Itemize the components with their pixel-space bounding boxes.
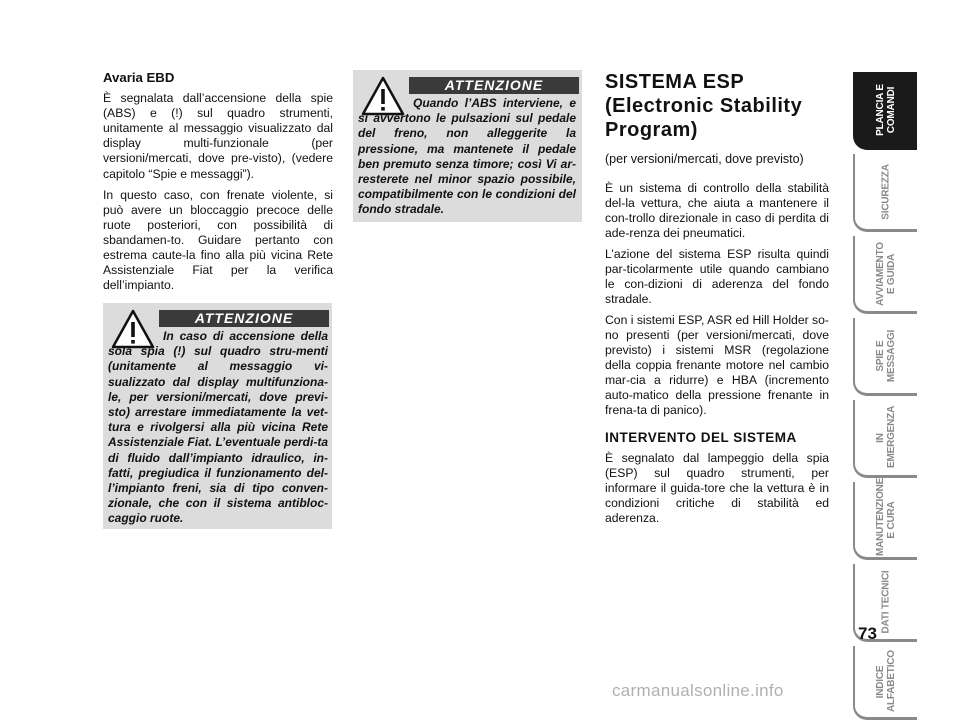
- tab-label: MANUTENZIONE E CURA: [875, 477, 897, 556]
- tab-label: SPIE E MESSAGGI: [875, 329, 897, 382]
- tab-label: SICUREZZA: [880, 163, 892, 220]
- right-column: [605, 70, 829, 532]
- warning-text: Quando l’ABS interviene, e si avvertono le pulsazioni sul pedale del freno, non alleggerite la pressione, ma mantenete il pedale ben premuto senza timore; così Vi ar-resterete nel minor spazio possibile, compatibilmente con le condizioni del fondo stradale.: [358, 96, 576, 217]
- abs-warning-box: [353, 70, 582, 222]
- esp-title: SISTEMA ESP (Electronic Stability Program): [605, 71, 803, 141]
- tab-in-emergenza[interactable]: [853, 400, 917, 478]
- tab-avviamento-e-guida[interactable]: [853, 236, 917, 314]
- warning-text: In caso di accensione della sola spia (!) sul quadro stru-menti (unitamente al messaggio vi-sualizzato dal display multifunziona-le, per versioni/mercati, dove previ-sto) arrestare immediatamente la vet-tura e rivolgersi alla più vicina Rete Assistenziale Fiat. L’eventuale perdi-ta di fluido dall’impianto idraulico, in-fatti, pregiudica il funzionamento del-l’impianto freni, sia di tipo conven-zionale, che con il sistema antibloc-caggio ruote.: [108, 329, 328, 526]
- tab-label: AVVIAMENTO E GUIDA: [875, 241, 897, 306]
- warning-header: ATTENZIONE: [159, 310, 329, 327]
- tab-label: IN EMERGENZA: [875, 405, 897, 468]
- tab-manutenzione-e-cura[interactable]: [853, 477, 917, 560]
- section-heading: INTERVENTO DEL SISTEMA: [605, 430, 797, 445]
- page-number: 73: [858, 624, 877, 643]
- tab-plancia-e-comandi[interactable]: [853, 72, 917, 150]
- esp-paragraph-3: Con i sistemi ESP, ASR ed Hill Holder so-no presenti (per versioni/mercati, dove previsto) i sistemi MSR (regolazione della coppia frenante motore nel cambio mar-cia a ridurre) e HBA (incremento auto-matico della pressione frenante in frena-ta di panico).: [605, 313, 829, 417]
- esp-paragraph-2: L’azione del sistema ESP risulta quindi par-ticolarmente utile quando cambiano le con-dizioni di aderenza del fondo stradale.: [605, 247, 829, 306]
- esp-paragraph-4: È segnalato dal lampeggio della spia (ESP) sul quadro strumenti, per informare il guida-tore che la vettura è in condizioni critiche di stabilità ed aderenza.: [605, 451, 829, 525]
- tab-label: PLANCIA E COMANDI: [875, 83, 897, 136]
- tab-sicurezza[interactable]: [853, 154, 917, 232]
- warning-header: ATTENZIONE: [409, 77, 579, 94]
- ebd-paragraph-1: È segnalata dall’accensione della spie (ABS) e (!) sul quadro strumenti, unitamente al messaggio visualizzato dal display multi-funzionale (per versioni/mercati, dove pre-visto), (vedere capitolo “Spie e messaggi”).: [103, 91, 333, 181]
- left-column: [103, 70, 333, 299]
- brake-warning-box: [103, 303, 332, 529]
- ebd-heading: Avaria EBD: [103, 70, 175, 85]
- esp-paragraph-1: È un sistema di controllo della stabilità del-la vettura, che aiuta a mantenere il con-trollo direzionale in caso di perdita di ade-renza dei pneumatici.: [605, 181, 829, 240]
- ebd-paragraph-2: In questo caso, con frenate violente, si può avere un bloccaggio precoce delle ruote posteriori, con possibilità di sbandamen-to. Guidare pertanto con estrema caute-la fino alla più vicina Rete Assistenziale Fiat per la verifica dell’impianto.: [103, 187, 333, 293]
- esp-subtitle: (per versioni/mercati, dove previsto): [605, 152, 804, 166]
- tab-label: INDICE ALFABETICO: [875, 649, 897, 712]
- tab-spie-e-messaggi[interactable]: [853, 318, 917, 396]
- tab-label: DATI TECNICI: [880, 570, 892, 633]
- watermark: carmanualsonline.info: [612, 681, 784, 700]
